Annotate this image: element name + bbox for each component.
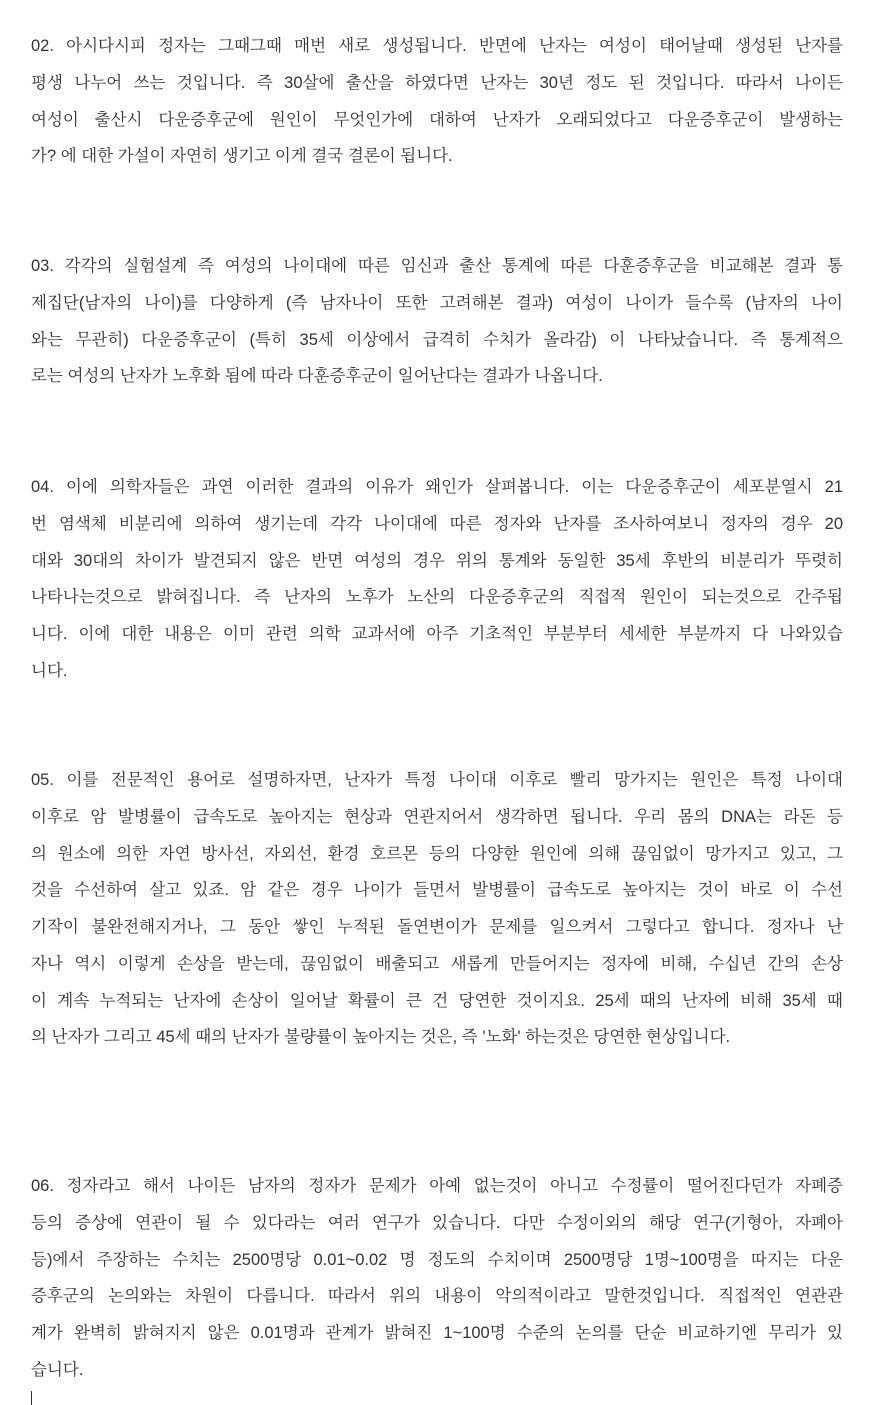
text-line: 여성이 출산시 다운증후군에 원인이 무엇인가에 대하여 난자가 오래되었다고 다운증후군이 발생하는 [31,110,843,129]
text-line: 이후로 암 발병률이 급속도로 높아지는 현상과 연관지어서 생각하면 됩니다. 우리 몸의 DNA는 라돈 등 [31,807,843,826]
text-line: 06. 정자라고 해서 나이든 남자의 정자가 문제가 아예 없는것이 아니고 수정률이 떨어진다던가 자폐증 [31,1177,843,1195]
text-line: 번 염색체 비분리에 의하여 생기는데 각각 나이대에 따른 정자와 난자를 조사하여보니 정자의 경우 20 [31,514,843,533]
text-line: 니다. [31,661,68,680]
paragraph-03 [31,248,843,395]
text-line: 것을 수선하여 살고 있죠. 암 같은 경우 나이가 들면서 발병률이 급속도로 높아지는 것이 바로 이 수선 [31,881,843,900]
text-line: 의 원소에 의한 자연 방사선, 자외선, 환경 호르몬 등의 다양한 원인에 의해 끊임없이 망가지고 있고, 그 [31,844,843,863]
text-line: 나타나는것으로 밝혀집니다. 즉 난자의 노후가 노산의 다운증후군의 직접적 원인이 되는것으로 간주됩 [31,588,843,607]
text-line: 증후군의 논의와는 차원이 다릅니다. 따라서 위의 내용이 악의적이라고 말한것입니다. 직접적인 연관관 [31,1287,843,1306]
text-line: 가? 에 대한 가설이 자연히 생기고 이게 결국 결론이 됩니다. [31,147,453,166]
text-line: 와는 무관히) 다운증후군이 (특히 35세 이상에서 급격히 수치가 올라감) 이 나타났습니다. 즉 통계적으 [31,330,843,349]
paragraph-02 [31,28,843,175]
text-line: 등의 증상에 연관이 될 수 있다라는 여러 연구가 있습니다. 다만 수정이외의 해당 연구(기형아, 자폐아 [31,1213,843,1232]
text-line: 의 난자가 그리고 45세 때의 난자가 불량률이 높아지는 것은, 즉 '노화' 하는것은 당연한 현상입니다. [31,1028,731,1047]
text-line: 로는 여성의 난자가 노후화 됨에 따라 다훈증후군이 일어난다는 결과가 나옵니다. [31,367,603,386]
text-line: 니다. 이에 대한 내용은 이미 관련 의학 교과서에 아주 기초적인 부분부터 세세한 부분까지 다 나와있습 [31,625,843,643]
text-line: 습니다. [31,1360,84,1379]
text-line: 제집단(남자의 나이)를 다양하게 (즉 남자나이 또한 고려해본 결과) 여성이 나이가 들수록 (남자의 나이 [31,293,843,312]
text-line: 이 계속 누적되는 난자에 손상이 일어날 확률이 큰 건 당연한 것이지요. 25세 때의 난자에 비해 35세 때 [31,991,843,1010]
text-line: 기작이 불완전해지거나, 그 동안 쌓인 누적된 돌연변이가 문제를 일으켜서 그렇다고 합니다. 정자나 난 [31,918,843,936]
text-line: 03. 각각의 실험설계 즉 여성의 나이대에 따른 임신과 출산 통계에 따른 다훈증후군을 비교해본 결과 통 [31,257,843,275]
paragraph-04 [31,469,843,690]
text-line: 평생 나누어 쓰는 것입니다. 즉 30살에 출산을 하였다면 난자는 30년 정도 된 것입니다. 따라서 나이든 [31,73,843,92]
text-line: 대와 30대의 차이가 발견되지 않은 반면 여성의 경우 위의 통계와 동일한 35세 후반의 비분리가 뚜렷히 [31,551,843,570]
text-line: 04. 이에 의학자들은 과연 이러한 결과의 이유가 왜인가 살펴봅니다. 이는 다운증후군이 세포분열시 21 [31,478,843,496]
paragraph-05 [31,762,843,1056]
paragraph-06 [31,1168,843,1389]
text-line: 계가 완벽히 밝혀지지 않은 0.01명과 관계가 밝혀진 1~100명 수준의 논의를 단순 비교하기엔 무리가 있 [31,1324,843,1342]
text-line: 자나 역시 이렇게 손상을 받는데, 끊임없이 배출되고 새롭게 만들어지는 정자에 비해, 수십년 간의 손상 [31,954,843,973]
text-cursor[interactable] [31,1391,32,1405]
text-line: 등)에서 주장하는 수치는 2500명당 0.01~0.02 명 정도의 수치이며 2500명당 1명~100명을 따지는 다운 [31,1250,843,1269]
text-line: 05. 이를 전문적인 용어로 설명하자면, 난자가 특정 나이대 이후로 빨리 망가지는 원인은 특정 나이대 [31,771,843,789]
text-line: 02. 아시다시피 정자는 그때그때 매번 새로 생성됩니다. 반면에 난자는 여성이 태어날때 생성된 난자를 [31,37,843,55]
